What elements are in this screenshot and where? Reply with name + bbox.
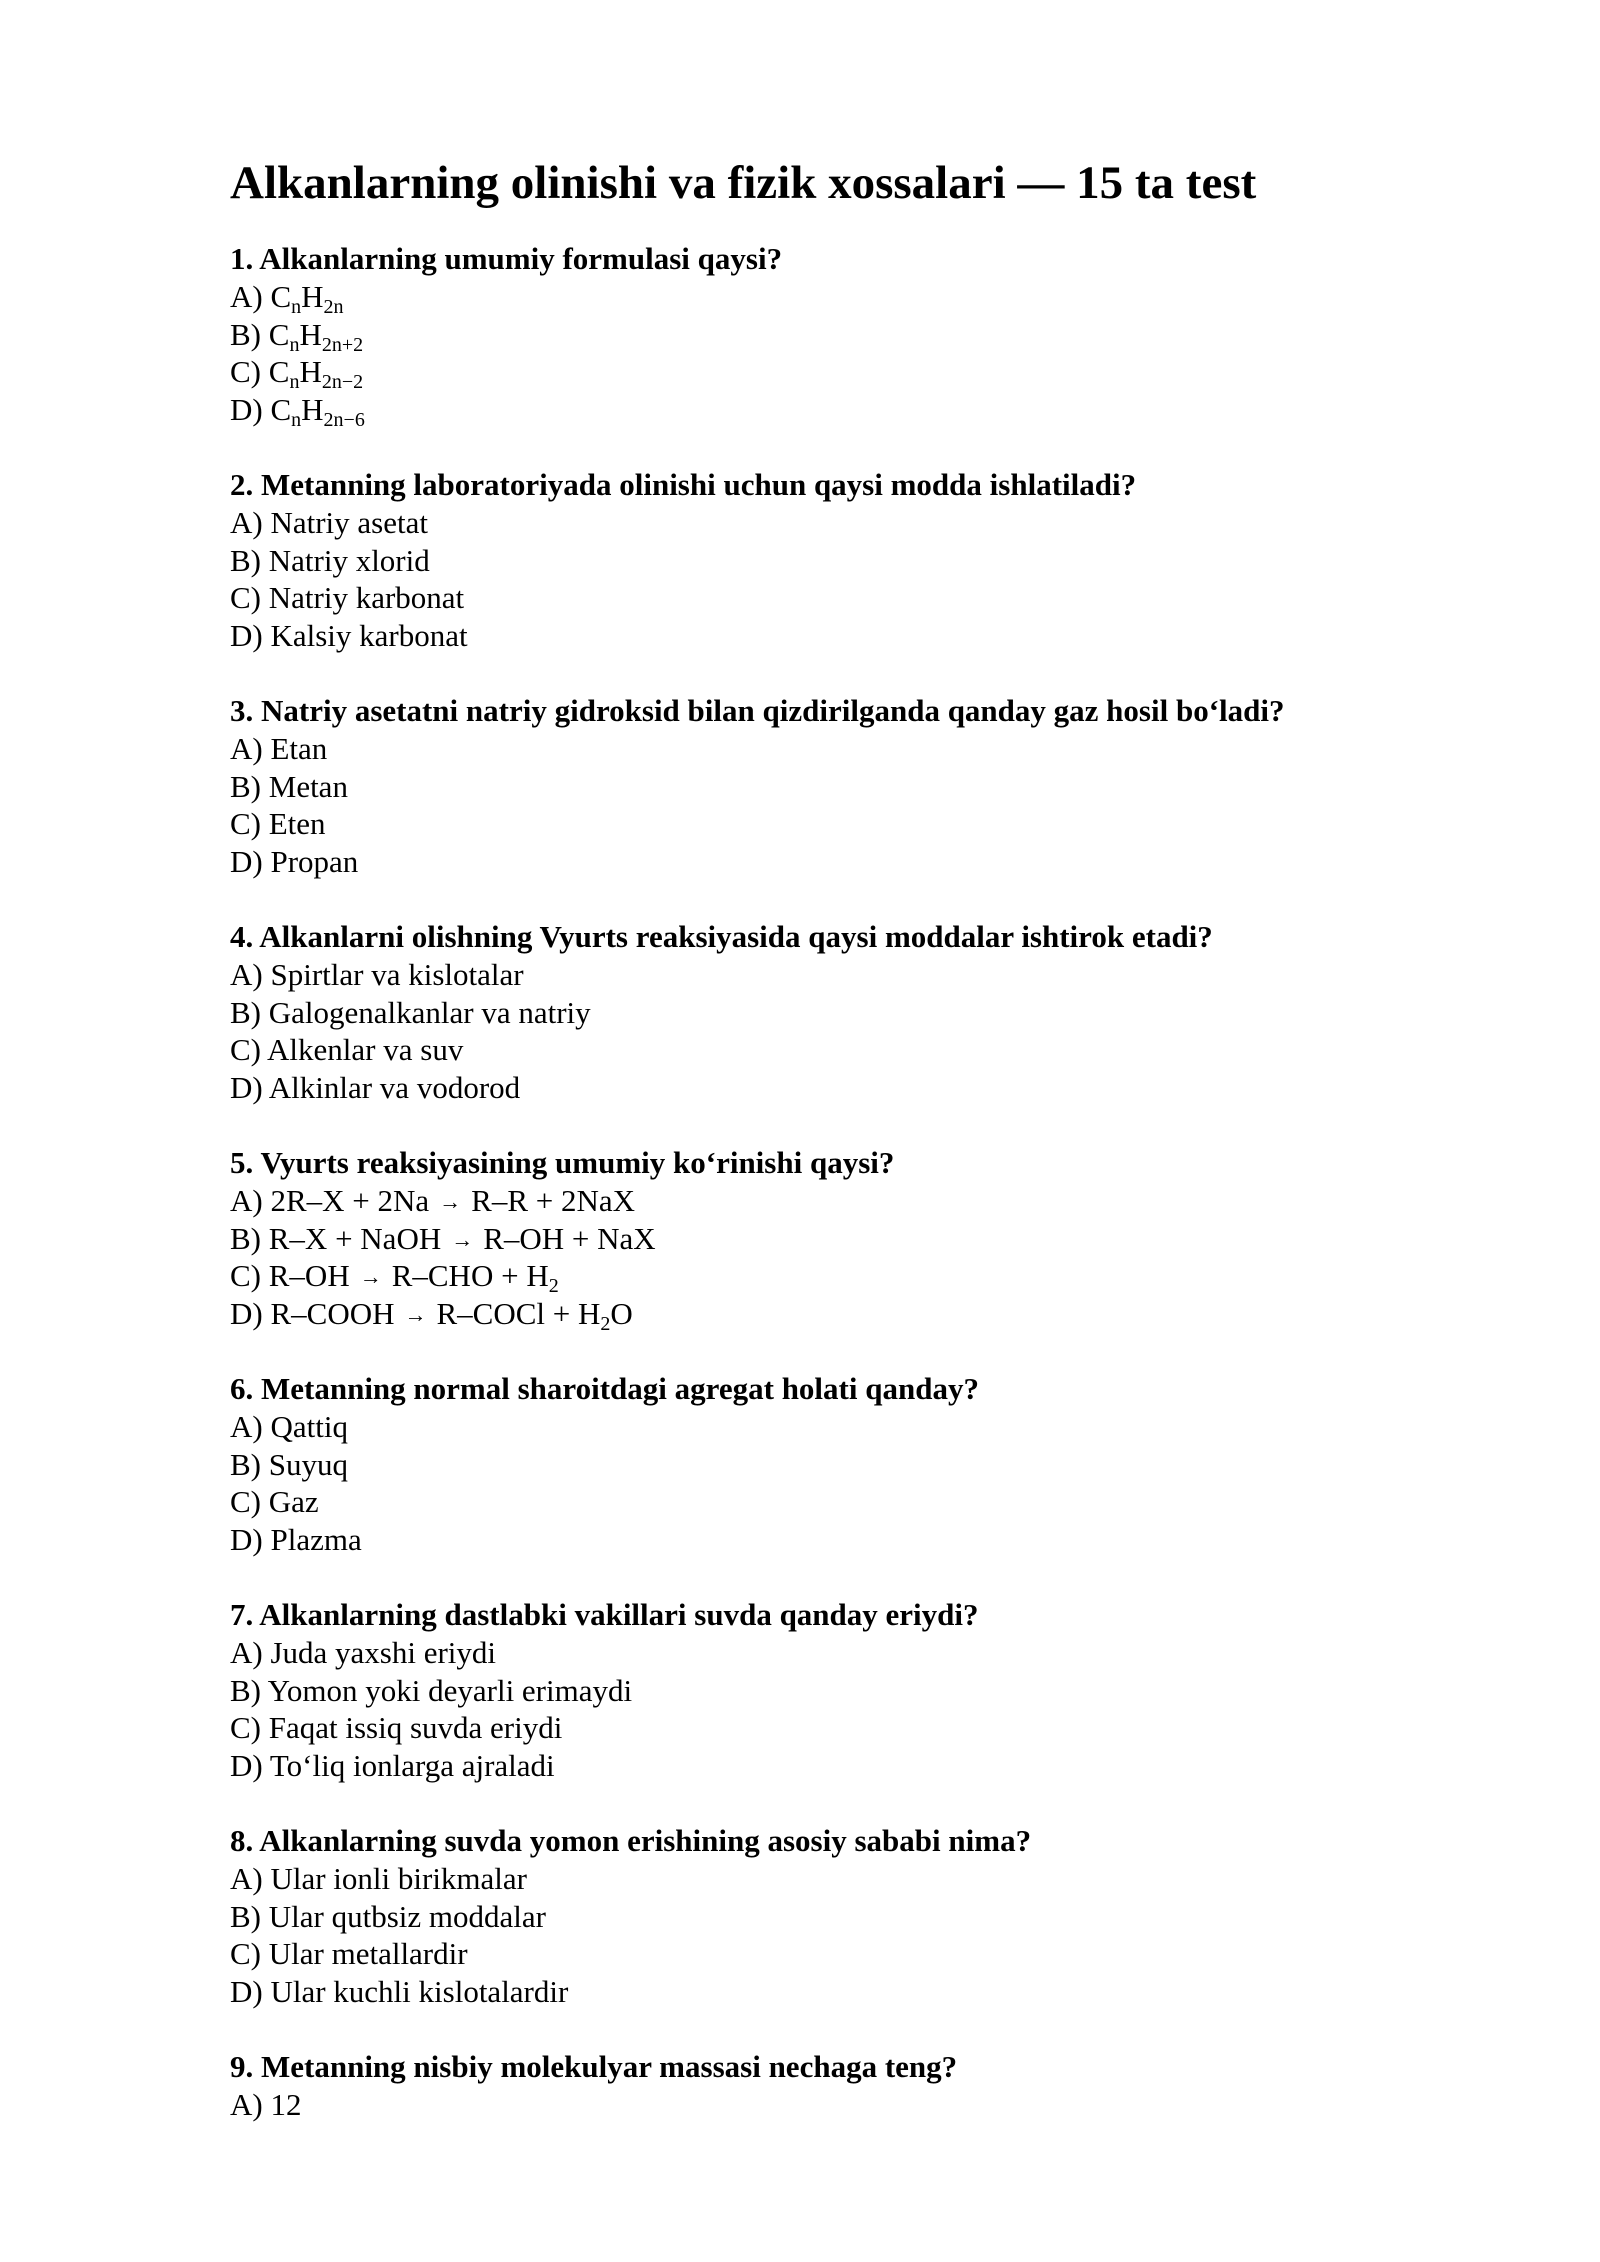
question-2 (230, 466, 1430, 654)
arrow-icon: → (439, 1189, 462, 1214)
question-list (230, 240, 1430, 2124)
option-b: B) Yomon yoki deyarli erimaydi (230, 1672, 633, 1708)
question-4 (230, 918, 1430, 1106)
question-text: 1. Alkanlarning umumiy formulasi qaysi? (230, 241, 783, 276)
question-text: 9. Metanning nisbiy molekulyar massasi nechaga teng? (230, 2049, 958, 2084)
option-d: D) Alkinlar va vodorod (230, 1069, 521, 1105)
option-b: B) Metan (230, 768, 348, 804)
question-9 (230, 2048, 1430, 2124)
option-a: A) 2R–X + 2Na → R–R + 2NaX (230, 1183, 636, 1218)
option-a: A) 12 (230, 2087, 302, 2122)
arrow-icon: → (451, 1226, 474, 1252)
option-b: B) $C_nH_{2n+2}$ (230, 316, 364, 356)
question-text: 6. Metanning normal sharoitdagi agregat holati qanday? (230, 1371, 979, 1406)
option-d: D) Plazma (230, 1521, 362, 1557)
question-5 (230, 1144, 1430, 1335)
option-a: A) Spirtlar va kislotalar (230, 957, 524, 992)
question-6 (230, 1370, 1430, 1558)
question-text: 4. Alkanlarni olishning Vyurts reaksiyasida qaysi moddalar ishtirok etadi? (230, 919, 1213, 954)
option-d: D) Ular kuchli kislotalardir (230, 1973, 569, 2009)
option-b: B) Galogenalkanlar va natriy (230, 994, 591, 1030)
option-a: A) Ular ionli birikmalar (230, 1861, 527, 1896)
arrow-icon: → (404, 1301, 427, 1327)
option-b: B) R–X + NaOH → R–OH + NaX (230, 1220, 656, 1256)
option-d: D) $C_nH_{2n-6}$ (230, 391, 365, 431)
option-d: D) Kalsiy karbonat (230, 617, 468, 653)
option-c: C) Ular metallardir (230, 1936, 468, 1971)
option-c: C) $R-OH \to R-CHO + H_2$ (230, 1258, 559, 1297)
arrow-icon: → (359, 1264, 382, 1289)
option-d: D) Propan (230, 843, 359, 879)
option-a: A) Etan (230, 731, 328, 766)
option-c: C) Alkenlar va suv (230, 1032, 464, 1067)
question-text: 7. Alkanlarning dastlabki vakillari suvda qanday eriydi? (230, 1597, 979, 1632)
option-c: C) Gaz (230, 1484, 319, 1519)
question-text: 3. Natriy asetatni natriy gidroksid bilan qizdirilganda qanday gaz hosil bo‘ladi? (230, 693, 1285, 728)
question-3 (230, 692, 1430, 880)
option-a: A) $C_nH_{2n}$ (230, 279, 344, 318)
document-title: Alkanlarning olinishi va fizik xossalari — 15 ta test (230, 157, 1257, 209)
document-page (230, 150, 1430, 2162)
option-b: B) Ular qutbsiz moddalar (230, 1898, 546, 1934)
question-1 (230, 240, 1430, 431)
option-a: A) Juda yaxshi eriydi (230, 1635, 497, 1670)
question-text: 8. Alkanlarning suvda yomon erishining asosiy sababi nima? (230, 1823, 1032, 1858)
option-b: B) Suyuq (230, 1446, 348, 1482)
option-b: B) Natriy xlorid (230, 542, 430, 578)
question-text: 5. Vyurts reaksiyasining umumiy ko‘rinishi qaysi? (230, 1145, 895, 1180)
option-c: C) $C_nH_{2n-2}$ (230, 354, 364, 393)
option-a: A) Qattiq (230, 1409, 348, 1444)
option-c: C) Natriy karbonat (230, 580, 465, 615)
question-8 (230, 1822, 1430, 2010)
option-c: C) Eten (230, 806, 326, 841)
option-a: A) Natriy asetat (230, 505, 428, 540)
question-text: 2. Metanning laboratoriyada olinishi uchun qaysi modda ishlatiladi? (230, 467, 1137, 502)
question-7 (230, 1596, 1430, 1784)
option-d: D) R–COOH → R–COCl + $H_2O$ (230, 1295, 633, 1335)
option-c: C) Faqat issiq suvda eriydi (230, 1710, 563, 1745)
option-d: D) To‘liq ionlarga ajraladi (230, 1747, 555, 1783)
